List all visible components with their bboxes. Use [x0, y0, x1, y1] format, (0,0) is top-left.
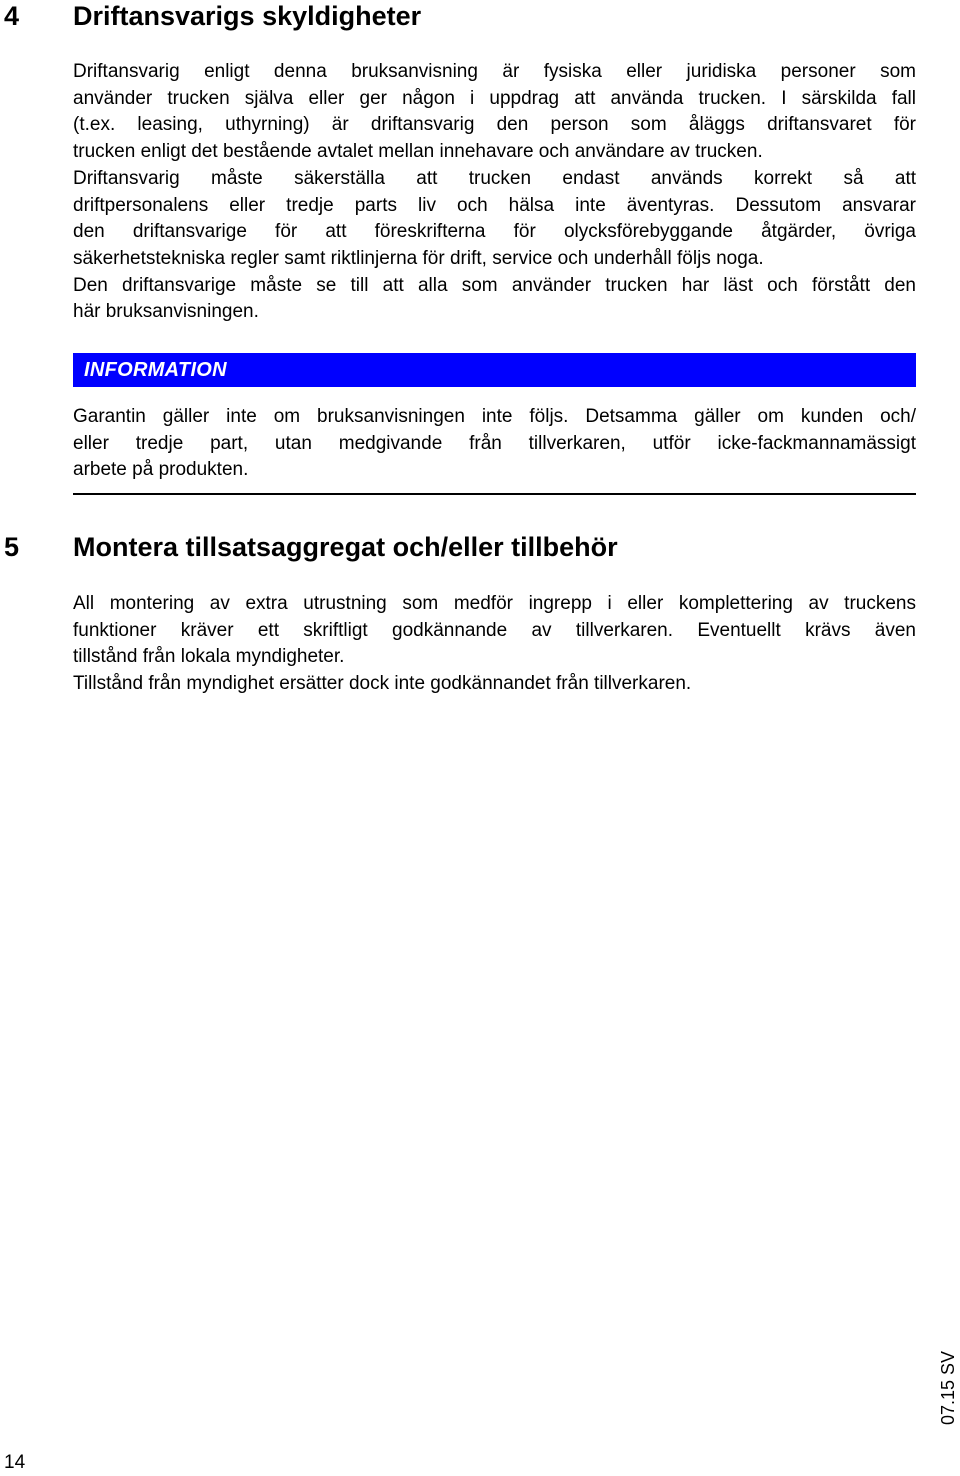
- body-line: Tillstånd från myndighet ersätter dock inte godkännandet från tillverkaren.: [73, 673, 692, 695]
- information-body: [73, 404, 916, 484]
- body-line: säkerhetstekniska regler samt riktlinjerna för drift, service och underhåll följs noga.: [73, 247, 764, 269]
- date-code-text: 07.15 SV: [938, 1350, 958, 1425]
- body-line: Garantin gäller inte om bruksanvisningen inte följs. Detsamma gäller om kunden och/: [73, 406, 916, 427]
- body-line: den driftansvarige för att föreskrifterna för olycksförebyggande åtgärder, övriga: [73, 221, 916, 243]
- body-line: tillstånd från lokala myndigheter.: [73, 646, 345, 668]
- body-line: här bruksanvisningen.: [73, 301, 259, 323]
- section-5-number: 5: [4, 532, 20, 562]
- body-line: Den driftansvarige måste se till att alla som använder trucken har läst och förstått den: [73, 274, 916, 296]
- body-line: arbete på produkten.: [73, 459, 249, 481]
- information-banner: [73, 353, 916, 387]
- section-5-title: Montera tillsatsaggregat och/eller tillbehör: [73, 532, 618, 562]
- information-end-rule: [73, 493, 916, 495]
- page-number: 14: [4, 1452, 26, 1473]
- body-line: driftpersonalens eller tredje parts liv och hälsa inte äventyras. Dessutom ansvarar: [73, 194, 916, 216]
- body-line: Driftansvarig enligt denna bruksanvisning är fysiska eller juridiska personer som: [73, 61, 916, 82]
- section-5-body: [73, 591, 916, 698]
- body-line: eller tredje part, utan medgivande från tillverkaren, utför icke-fackmannamässigt: [73, 432, 916, 454]
- body-line: trucken enligt det bestående avtalet mellan innehavare och användare av trucken.: [73, 141, 763, 163]
- body-line: använder trucken själva eller ger någon i uppdrag att använda trucken. I särskilda fall: [73, 87, 916, 109]
- section-4-number: 4: [4, 1, 20, 31]
- information-label: INFORMATION: [84, 359, 227, 381]
- section-4-body: [73, 59, 916, 326]
- body-line: Driftansvarig måste säkerställa att trucken endast används korrekt så att: [73, 167, 916, 189]
- body-line: (t.ex. leasing, uthyrning) är driftansvarig den person som åläggs driftansvaret för: [73, 114, 916, 136]
- section-4-title: Driftansvarigs skyldigheter: [73, 1, 422, 31]
- body-line: funktioner kräver ett skriftligt godkännande av tillverkaren. Eventuellt krävs även: [73, 619, 916, 641]
- body-line: All montering av extra utrustning som medför ingrepp i eller komplettering av truckens: [73, 593, 916, 614]
